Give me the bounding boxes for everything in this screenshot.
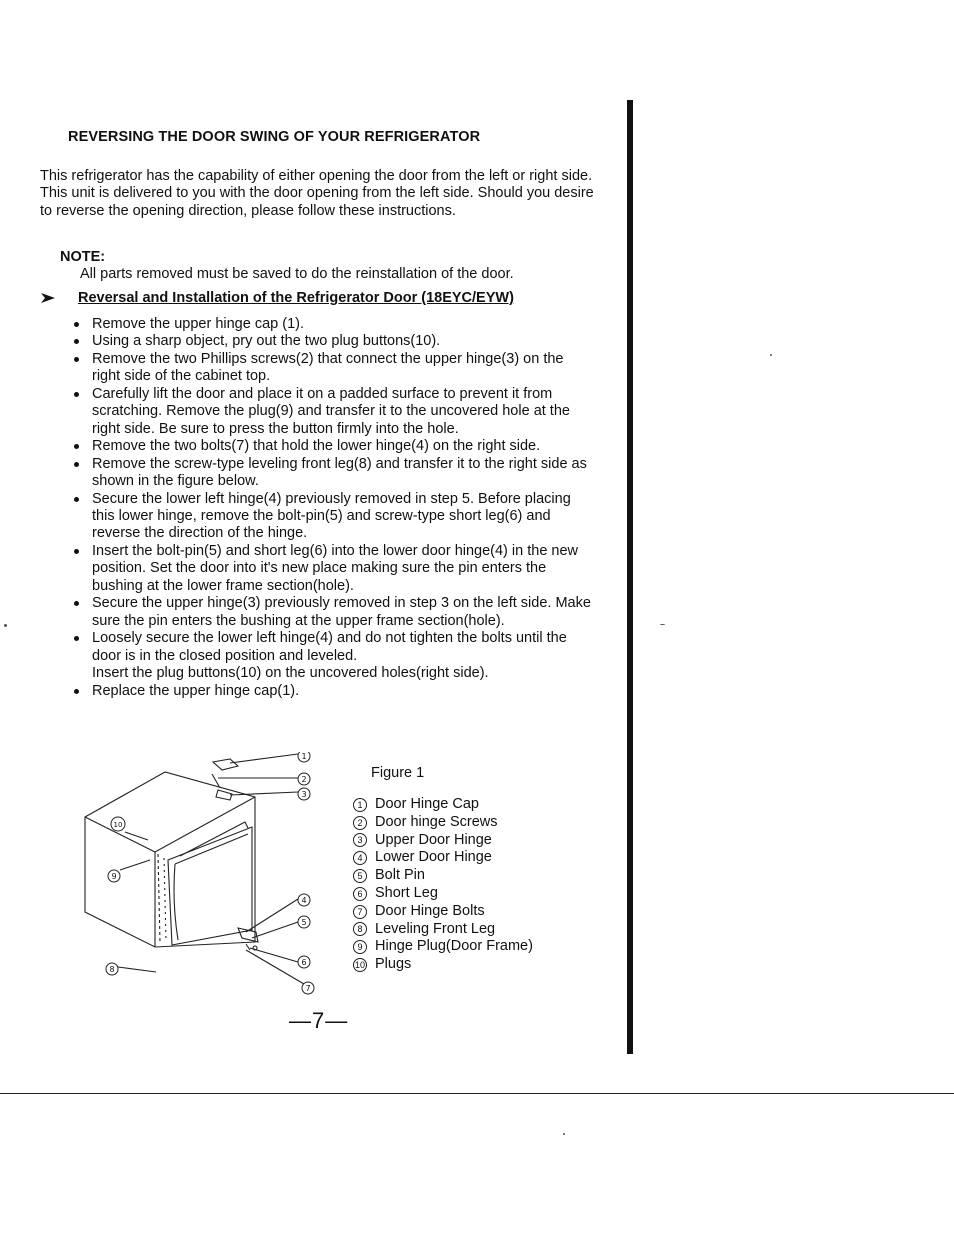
binding-edge-bar bbox=[627, 100, 633, 1054]
scan-speck bbox=[660, 624, 665, 625]
legend-number-icon: 7 bbox=[353, 905, 367, 919]
legend-number-icon: 6 bbox=[353, 887, 367, 901]
callout-label: 10 bbox=[113, 821, 123, 829]
legend-label: Short Leg bbox=[375, 884, 438, 901]
legend-number-icon: 8 bbox=[353, 922, 367, 936]
page-title: REVERSING THE DOOR SWING OF YOUR REFRIGERATOR bbox=[68, 129, 481, 145]
instruction-step bbox=[74, 595, 594, 630]
scan-speck bbox=[770, 354, 772, 356]
legend-label: Bolt Pin bbox=[375, 867, 425, 884]
figure-legend bbox=[353, 796, 533, 974]
instruction-step bbox=[74, 333, 594, 350]
intro-paragraph: This refrigerator has the capability of either opening the door from the left or right side. This unit is delivered to you with the door opening from the left side. Should you desire to reverse the opening direction, please follow these instructions. bbox=[40, 168, 594, 219]
instruction-step-text: Remove the upper hinge cap (1). bbox=[92, 316, 304, 332]
bullet-icon bbox=[74, 497, 79, 502]
legend-item bbox=[353, 885, 533, 903]
legend-label: Upper Door Hinge bbox=[375, 831, 492, 848]
legend-item bbox=[353, 832, 533, 850]
instruction-step-text: Remove the screw-type leveling front leg(8) and transfer it to the right side as shown in the figure below. bbox=[92, 455, 587, 490]
legend-number-icon: 4 bbox=[353, 851, 367, 865]
instruction-step bbox=[74, 683, 594, 700]
bullet-icon bbox=[74, 322, 79, 327]
figure-caption: Figure 1 bbox=[371, 765, 425, 781]
legend-label: Leveling Front Leg bbox=[375, 920, 496, 937]
legend-number-icon: 9 bbox=[353, 940, 367, 954]
bullet-icon bbox=[74, 392, 79, 397]
instruction-step bbox=[74, 491, 594, 543]
refrigerator-diagram bbox=[80, 752, 330, 1002]
bullet-icon bbox=[74, 339, 79, 344]
legend-item bbox=[353, 903, 533, 921]
section-header bbox=[40, 290, 514, 306]
legend-label: Plugs bbox=[375, 956, 412, 973]
instruction-step bbox=[74, 386, 594, 438]
instruction-step bbox=[74, 438, 594, 455]
callout-label: 6 bbox=[301, 958, 307, 967]
legend-item bbox=[353, 849, 533, 867]
instruction-step-text: Replace the upper hinge cap(1). bbox=[92, 682, 300, 699]
callout-label: 5 bbox=[301, 918, 307, 927]
callout-label: 8 bbox=[109, 965, 115, 974]
bullet-icon bbox=[74, 357, 79, 362]
instruction-step bbox=[74, 630, 594, 682]
note-text: All parts removed must be saved to do the reinstallation of the door. bbox=[80, 266, 514, 282]
bullet-icon bbox=[74, 462, 79, 467]
legend-label: Door Hinge Cap bbox=[375, 796, 479, 812]
legend-item bbox=[353, 814, 533, 832]
page-bottom-rule bbox=[0, 1093, 954, 1094]
bullet-icon bbox=[74, 601, 79, 606]
legend-label: Door Hinge Bolts bbox=[375, 902, 485, 919]
instruction-step-text: Carefully lift the door and place it on a padded surface to prevent it from scratching. Remove the plug(9) and transfer it to the uncovered hole at the right side. Be sure to press the button firmly into the hole. bbox=[92, 385, 570, 437]
instruction-step-text: Using a sharp object, pry out the two plug buttons(10). bbox=[92, 333, 441, 350]
page-number: —7— bbox=[289, 1008, 349, 1033]
instruction-step-text: Loosely secure the lower left hinge(4) and do not tighten the bolts until the door is in the closed position and leveled. Insert the plug buttons(10) on the uncovered holes(right side). bbox=[92, 630, 567, 682]
legend-item bbox=[353, 921, 533, 939]
scan-speck bbox=[563, 1133, 565, 1135]
legend-item bbox=[353, 938, 533, 956]
scan-speck bbox=[4, 624, 7, 627]
callout-label: 7 bbox=[305, 984, 311, 993]
legend-label: Door hinge Screws bbox=[375, 813, 498, 830]
note-label: NOTE: bbox=[60, 249, 106, 265]
legend-item bbox=[353, 867, 533, 885]
callout-label: 1 bbox=[301, 752, 307, 761]
instruction-step-text: Remove the two bolts(7) that hold the lower hinge(4) on the right side. bbox=[92, 438, 541, 455]
legend-number-icon: 1 bbox=[353, 798, 367, 812]
instruction-step-text: Insert the bolt-pin(5) and short leg(6) into the lower door hinge(4) in the new position. Set the door into it's new place making sure the pin enters the bushing at the lower frame section(hole). bbox=[92, 542, 579, 594]
instruction-step bbox=[74, 316, 594, 333]
legend-label: Lower Door Hinge bbox=[375, 849, 492, 866]
legend-number-icon: 10 bbox=[354, 960, 365, 971]
legend-item bbox=[353, 796, 533, 814]
bullet-icon bbox=[74, 689, 79, 694]
callout-label: 3 bbox=[301, 790, 307, 799]
instruction-step bbox=[74, 456, 594, 491]
legend-number-icon: 2 bbox=[353, 816, 367, 830]
callout-label: 2 bbox=[301, 775, 307, 784]
arrowhead-bullet-icon bbox=[40, 292, 56, 304]
instruction-steps bbox=[74, 316, 594, 700]
legend-number-icon: 5 bbox=[353, 869, 367, 883]
bullet-icon bbox=[74, 444, 79, 449]
instruction-step-text: Secure the upper hinge(3) previously removed in step 3 on the left side. Make sure the pin enters the bushing at the upper frame section(hole). bbox=[92, 595, 591, 629]
instruction-step bbox=[74, 351, 594, 386]
instruction-step-text: Remove the two Phillips screws(2) that connect the upper hinge(3) on the right side of the cabinet top. bbox=[92, 350, 564, 385]
legend-item bbox=[353, 956, 533, 974]
callout-label: 4 bbox=[301, 896, 307, 905]
callout-label: 9 bbox=[111, 872, 117, 881]
legend-number-icon: 3 bbox=[353, 833, 367, 847]
bullet-icon bbox=[74, 549, 79, 554]
legend-label: Hinge Plug(Door Frame) bbox=[375, 938, 533, 955]
instruction-step bbox=[74, 543, 594, 595]
section-heading: Reversal and Installation of the Refrigerator Door (18EYC/EYW) bbox=[78, 290, 514, 306]
bullet-icon bbox=[74, 636, 79, 641]
instruction-step-text: Secure the lower left hinge(4) previously removed in step 5. Before placing this lower hinge, remove the bolt-pin(5) and screw-type short leg(6) and reverse the direction of the hinge. bbox=[92, 490, 571, 542]
